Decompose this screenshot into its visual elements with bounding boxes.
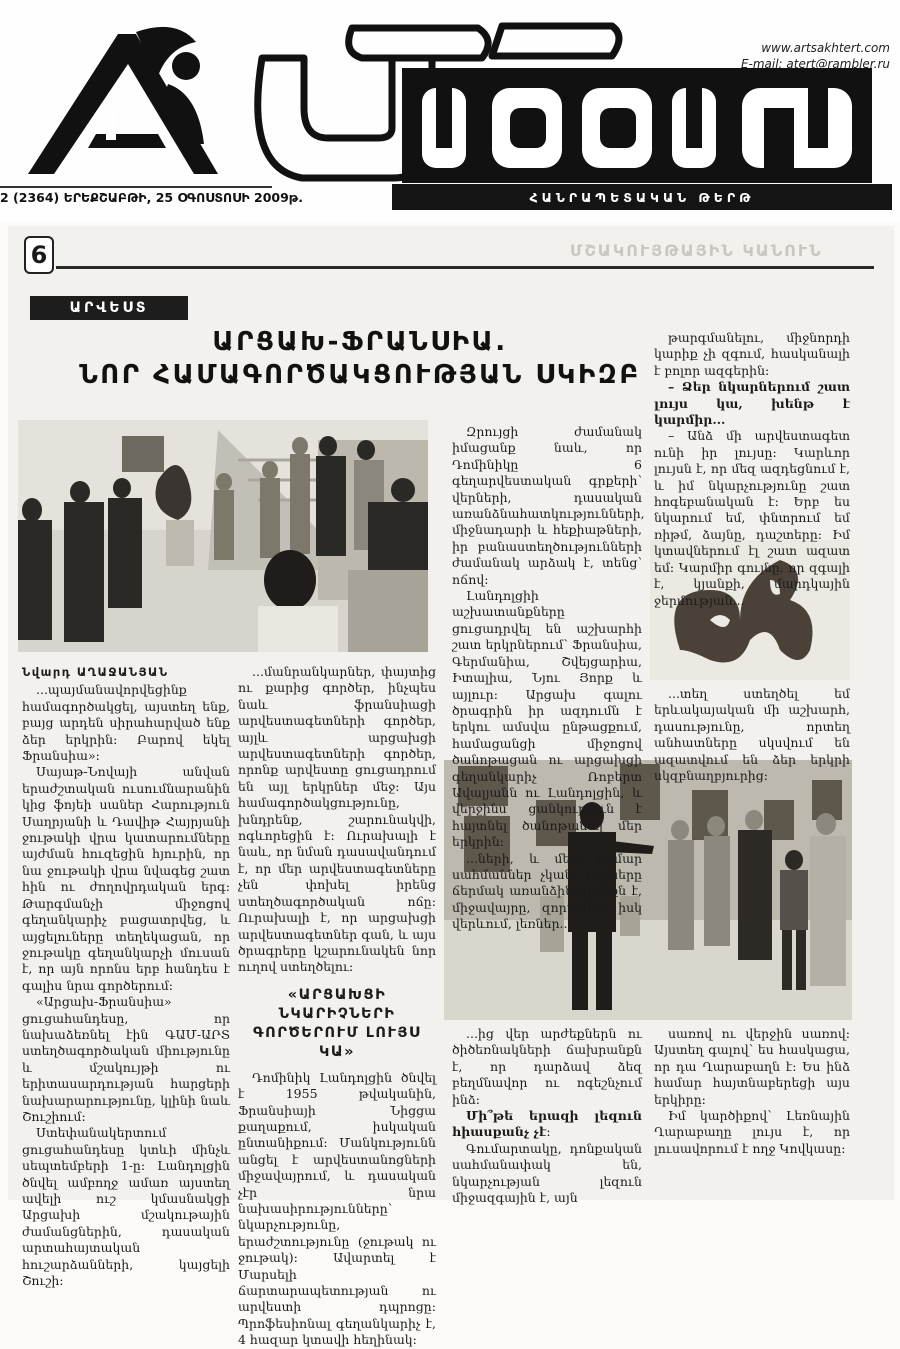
paragraph: Սայաթ-Նովայի անվան երաժշտական ուսումնարանին կից ֆոյեի սաներ Հարություն Սաղրյանի և Դավիթ Հայրյանի ջութակի վրա կատարումները այժման հուզեցին հյուրին, որ նա ջութակի վրա նվագեց շատ հին ու ժողովրդական երգ։ Թարգմանչի միջոցով գեղանկարիչ բացատրվեց, և այցելուները տեղեկացան, որ ջութակը գեղանկարչի մուսան է, որ այն որոնս երբ հանդես է գալիս նրա գործերում։ bbox=[22, 764, 230, 993]
interview-question: Մի՞թե երազի լեզուն հիասքանչ չէ։ bbox=[452, 1108, 642, 1140]
page-number: 6 bbox=[24, 236, 54, 274]
paragraph: ...ից վեր արժեքներն ու ծիծեռնակների ճախրանքն է, որ դարձավ ձեզ բեղմնավոր ու ոգեշնչում ինձ։ bbox=[452, 1026, 642, 1107]
exhibition-opening-photo bbox=[18, 420, 428, 652]
masthead bbox=[0, 0, 900, 222]
paragraph: սառով ու վերջին սառով։ Այստեղ գալով՝ ես հասկացա, որ դա Ղարաբաղն է։ Ես ինձ համար հայտնաբերեցի այս երկիրը։ bbox=[654, 1026, 850, 1107]
website-link[interactable]: www.artsakhtert.com bbox=[761, 41, 890, 55]
article-column-4-continued bbox=[654, 686, 850, 784]
page-header-rule bbox=[56, 266, 874, 269]
subtitle-banner: ՀԱՆՐԱՊԵՏԱԿԱՆ ԹԵՐԹ bbox=[392, 184, 892, 210]
paragraph: ...տեղ ստեղծել եմ երևակայական մի աշխարհ, դասությունը, որտեղ անհատները սկսվում են ազատվում են ձեր երկրի սկզբնաղբյուրից։ bbox=[654, 686, 850, 784]
headline-line-2: ՆՈՐ ՀԱՄԱԳՈՐԾԱԿՑՈՒԹՅԱՆ ՍԿԻԶԲ bbox=[79, 360, 641, 390]
paragraph: Գումարտակը, դոնքական սահմանափակ են, նկարչության լեզուն միջազգային է, այն bbox=[452, 1140, 642, 1206]
contact-block bbox=[741, 40, 890, 72]
article-headline bbox=[60, 326, 660, 392]
issue-date-line: 2 (2364) ԵՐԵՔՇԱԲԹԻ, 25 ՕԳՈՍՏՈՍԻ 2009թ. bbox=[0, 190, 303, 205]
masthead-rule bbox=[0, 186, 272, 188]
paragraph: «Արցախ-Ֆրանսիա» ցուցահանդեսը, որ նախաձեռնել էին ԳԱՄ-ԱՐՏ ստեղծագործական միությունը և մշակույթի ու երիտասարդության հարցերի նախարարությունը, կլինի նաև Շուշիում։ bbox=[22, 994, 230, 1124]
article-column-4 bbox=[654, 330, 850, 608]
interview-question: – Ձեր նկարներում շատ լույս կա, խենթ է կարմիր... bbox=[654, 379, 850, 428]
article-column-1 bbox=[22, 664, 230, 1289]
author-byline: Նվարդ ԱՂԱՋԱՆՅԱՆ bbox=[22, 665, 169, 679]
paragraph: Ստեփանակերտում ցուցահանդեսը կտևի մինչև սեպտեմբերի 1-ը։ Լանդոլցին ծնվել ամբողջ ամառ այստեղ ավելի ուշ կմասնակցի Արցախի մշակութային ժամանցներին, դասական արտահայտական հուշարձանների, կայցելի Շուշի։ bbox=[22, 1125, 230, 1289]
paragraph: Իմ կարծիքով՝ Լեռնային Ղարաբաղը լույս է, որ լուսավորում է ողջ Կովկասը։ bbox=[654, 1108, 850, 1156]
email-link[interactable]: E-mail: atert@rambler.ru bbox=[740, 57, 890, 71]
article-column-2 bbox=[238, 664, 436, 1348]
paragraph: ...պայմանավորվեցինք համագործակցել, այստեղ ենք, բայց արդեն սիրահարված ենք ձեր երկրին։ Բարով եկել Ֆրանսիա»։ bbox=[22, 682, 230, 764]
paragraph: – Անձ մի արվեստագետ ունի իր լույսը։ Կարևոր լույսն է, որ մեզ ազդեցնում է, և իմ նկարչությունը շատ հոգեբանական է։ Երբ ես նկարում եմ, փնտրում եմ ռիթմ, ձայնը, դաշտերը։ Իմ կտավներում էլ շատ ազատ եմ։ Կարմիր գույնը, որ զգալի է, կյանքի, մարդկային ջերմության... bbox=[654, 428, 850, 608]
headline-line-1: ԱՐՑԱԽ-ՖՐԱՆՍԻԱ. bbox=[212, 327, 508, 357]
paragraph: թարգմանելու, միջնորդի կարիք չի զգում, հասկանալի է բոլոր ազգերին։ bbox=[654, 330, 850, 378]
paragraph: Լանդոլցիի աշխատանքները ցուցադրվել են աշխարհի շատ երկրներում՝ Ֆրանսիա, Գերմանիա, Շվեյցարիա, Իտալիա, Նյու Յորք և այլուր։ Արցախ գալու ծրագրին իր ազդումն է երկու ամսվա ընթացքում, համացանցի միջոցով ծանոթացան ու արցախցի գեղանկարիչ Ռոբերտ Ավալյանն ու Լանդոլցին, և վերջինս ցանկություն է հայտնել ծանոթանալ մեր երկրին։ bbox=[452, 588, 642, 850]
paragraph: ...ների, և մեզ համար սահմաններ չկան։ Լեռները ճերմակ առանձին կյանքն է, միջավայրը, զորավոր, իսկ վերևում, լեռներ... bbox=[452, 850, 642, 932]
bleed-through-heading: ՄՇԱԿՈՒՅԹԱՅԻՆ ԿԱՆՈՒՆ bbox=[570, 241, 823, 260]
section-label: ԱՐՎԵՍՏ bbox=[30, 296, 188, 320]
article-column-6 bbox=[654, 1026, 850, 1157]
newspaper-logo-icon bbox=[8, 14, 268, 184]
paragraph: Դոմինիկ Լանդոլցին ծնվել է 1955 թվականին, Ֆրանսիայի Նիցցա քաղաքում, իսկական ընտանիքում։ Մանկությունն անցել է արվեստանոցների միջավայրում, և դասական չէր նրա նախասիրությունները՝ նկարչությունը, երաժշտությունը (ջութակ ու ջութակ)։ Ավարտել է Մարսելի ճարտարապետության ու արվեստի դպրոցը։ Պրոֆեսիոնալ գեղանկարիչ է, 4 հազար կտավի հեղինակ։ bbox=[238, 1069, 436, 1348]
article-column-5 bbox=[452, 1026, 642, 1206]
article-subheading: «ԱՐՑԱԽՑԻ ՆԿԱՐԻՉՆԵՐԻ ԳՈՐԾԵՐՈՒՄ ԼՈՒՅՍ ԿԱ» bbox=[253, 986, 421, 1060]
paragraph: Զրույցի ժամանակ իմացանք նաև, որ Դոմինիկը 6 գեղարվեստական գրքերի՝ վերների, դասական առանձնահատկությունների, միջնադարի և հեքիաթների, իր բանաստեղծությունների ժամանակ արձակ է, տենց՝ ոճով։ bbox=[452, 424, 645, 587]
article-column-3 bbox=[452, 424, 645, 932]
paragraph: ...մանրանկարներ, փայտից ու քարից գործեր, ինչպես նաև ֆրանսիացի արվեստագետների գործեր, այլև արցախցի արվեստագետների գործեր, որոնք արվեստը ցուցադրում են այլ երկրներ մեջ։ Այս համագործակցությունը, խնդրենք, շարունակվի, ոգևորեցին է։ Ուրախալի է նաև, որ նման դասավանդում է, որ մեր արվեստագետները չեն փոխել իրենց ստեղծագործական ոճը։ Ուրախալի է, որ արցախցի արվեստագետներ գան, և այս ծրագրերը կշարունակեն նոր ուղով ստեղծելու։ bbox=[238, 664, 436, 975]
